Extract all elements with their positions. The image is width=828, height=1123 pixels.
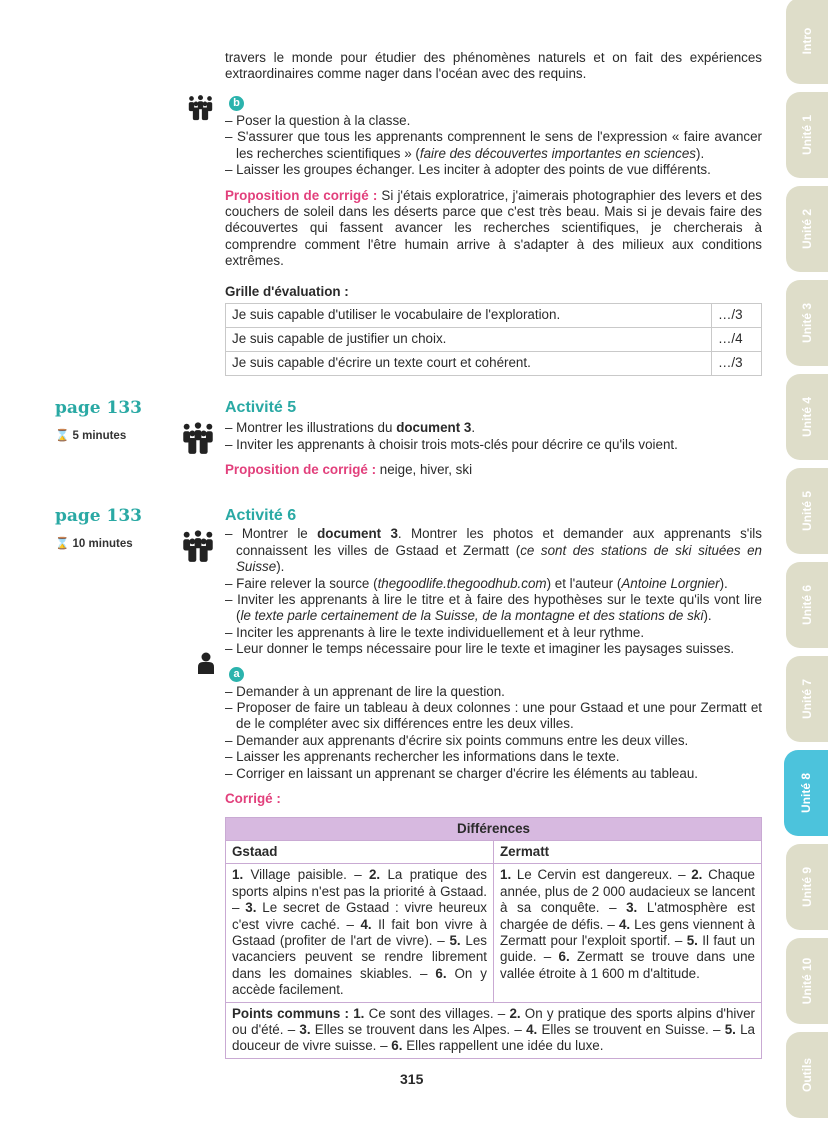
activity-title: Activité 6 [225, 507, 297, 524]
tab-unit-7[interactable]: Unité 7 [786, 656, 828, 742]
tab-unit-8[interactable]: Unité 8 [784, 750, 828, 836]
list-item: – Inviter les apprenants à choisir trois mots-clés pour décrire ce qu'ils voient. [225, 436, 678, 452]
list-item: – S'assurer que tous les apprenants comprennent le sens de l'expression « faire avancer les recherches scientifiques » (faire des découvertes importantes en sciences). [225, 129, 762, 161]
list-item: – Leur donner le temps nécessaire pour lire le texte et imaginer les paysages suisses. [225, 641, 735, 657]
individual-work-icon [197, 652, 215, 674]
tab-unit-3[interactable]: Unité 3 [786, 280, 828, 366]
proposal: Proposition de corrigé : Si j'étais exploratrice, j'aimerais photographier des levers et des couchers de soleil dans les déserts parce que c'est très beau. Mais si je devais faire des découvertes qui fassent avancer les recherches scientifiques, je chercherais à comprendre comment l'être humain arrive à s'adapter à des milieux aux conditions extrêmes. [225, 187, 762, 269]
part-b-list [225, 113, 762, 376]
list-item: – Montrer les illustrations du document 3. [225, 420, 476, 436]
activity-5 [225, 400, 762, 479]
list-item: – Demander à un apprenant de lire la question. [225, 683, 505, 699]
table-row: Je suis capable de justifier un choix. …/4 [226, 328, 762, 352]
table-row [226, 1002, 762, 1058]
table-row [226, 864, 762, 1002]
table-header: Différences [226, 817, 762, 840]
list-item: – Montrer le document 3. Montrer les photos et demander aux apprenants s'ils connaissent les villes de Gstaad et Zermatt (ce sont des stations de ski situées en Suisse). [225, 526, 762, 575]
activity-title: Activité 5 [225, 399, 297, 416]
common-points-cell: Points communs : 1. Ce sont des villages. – 2. On y pratique des sports alpins d'hiver ou d'été. – 3. Elles se trouvent dans les Alpes. – 4. Elles se trouvent en Suisse. – 5. La douceur de vivre suisse. – 6. Elles rappellent une idée du luxe. [226, 1002, 762, 1058]
group-work-icon [180, 421, 216, 455]
tab-unit-6[interactable]: Unité 6 [786, 562, 828, 648]
tab-unit-4[interactable]: Unité 4 [786, 374, 828, 460]
list-item: – Inciter les apprenants à lire le texte individuellement et à leur rythme. [225, 624, 645, 640]
duration: ⌛ 10 minutes [55, 538, 133, 550]
list-item: – Corriger en laissant un apprenant se charger d'écrire les éléments au tableau. [225, 765, 698, 781]
evaluation-grid [225, 303, 762, 376]
grid-title: Grille d'évaluation : [225, 283, 349, 299]
tab-unit-5[interactable]: Unité 5 [786, 468, 828, 554]
list-item: – Demander aux apprenants d'écrire six points communs entre les deux villes. [225, 732, 689, 748]
tab-unit-9[interactable]: Unité 9 [786, 844, 828, 930]
column-header: Gstaad [226, 840, 494, 863]
gstaad-cell: 1. Village paisible. – 2. La pratique des sports alpins n'est pas la priorité à Gstaad. – 3. Le secret de Gstaad : vivre heureux c'est vivre caché. – 4. Il fait bon vivre à Gstaad (profiter de l'art de vivre). – 5. Les vacanciers peuvent se rendre librement dans les domaines skiables. – 6. On y accède facilement. [226, 864, 494, 1002]
corrige-label: Corrigé : [225, 791, 281, 807]
hourglass-icon: ⌛ [55, 430, 70, 442]
page-number: 315 [400, 1071, 424, 1087]
group-work-icon [187, 94, 214, 121]
tab-unit-1[interactable]: Unité 1 [786, 92, 828, 178]
page-reference: page 133 [55, 506, 143, 526]
list-item: – Inviter les apprenants à lire le titre et à faire des hypothèses sur le texte qu'ils vont lire (le texte parle certainement de la Suisse, de la montagne et des stations de ski). [225, 592, 762, 624]
intro-paragraph: travers le monde pour étudier des phénomènes naturels et on fait des expériences extraordinaires comme nager dans l'océan avec des requins. [225, 50, 762, 82]
tab-unit-10[interactable]: Unité 10 [786, 938, 828, 1024]
group-work-icon [180, 529, 216, 563]
table-row: Je suis capable d'utiliser le vocabulaire de l'exploration. …/3 [226, 304, 762, 328]
differences-table [225, 817, 762, 1059]
tab-intro[interactable]: Intro [786, 0, 828, 84]
list-item: – Poser la question à la classe. [225, 113, 411, 128]
tab-unit-2[interactable]: Unité 2 [786, 186, 828, 272]
list-item: – Proposer de faire un tableau à deux colonnes : une pour Gstaad et une pour Zermatt et de le compléter avec six différences entre les deux villes. [225, 700, 762, 732]
proposal: Proposition de corrigé : neige, hiver, ski [225, 462, 473, 478]
part-b-badge: b [229, 96, 244, 111]
list-item: – Laisser les apprenants rechercher les informations dans le texte. [225, 749, 620, 765]
zermatt-cell: 1. Le Cervin est dangereux. – 2. Chaque année, plus de 2 000 audacieux se lancent à sa conquête. – 3. L'atmosphère est chargée de défis. – 4. Les gens viennent à Zermatt pour l'exploit sportif. – 5. Il faut un guide. – 6. Zermatt se trouve dans une vallée étroite à 1 600 m d'altitude. [494, 864, 762, 1002]
page-reference: page 133 [55, 398, 143, 418]
hourglass-icon: ⌛ [55, 538, 70, 550]
activity-6 [225, 508, 762, 1059]
list-item: – Faire relever la source (thegoodlife.thegoodhub.com) et l'auteur (Antoine Lorgnier). [225, 575, 728, 591]
list-item: – Laisser les groupes échanger. Les inciter à adopter des points de vue différents. [225, 162, 711, 178]
table-row: Je suis capable d'écrire un texte court et cohérent. …/3 [226, 352, 762, 376]
duration: ⌛ 5 minutes [55, 430, 127, 442]
tab-outils[interactable]: Outils [786, 1032, 828, 1118]
column-header: Zermatt [494, 840, 762, 863]
part-a-badge: a [229, 667, 244, 682]
